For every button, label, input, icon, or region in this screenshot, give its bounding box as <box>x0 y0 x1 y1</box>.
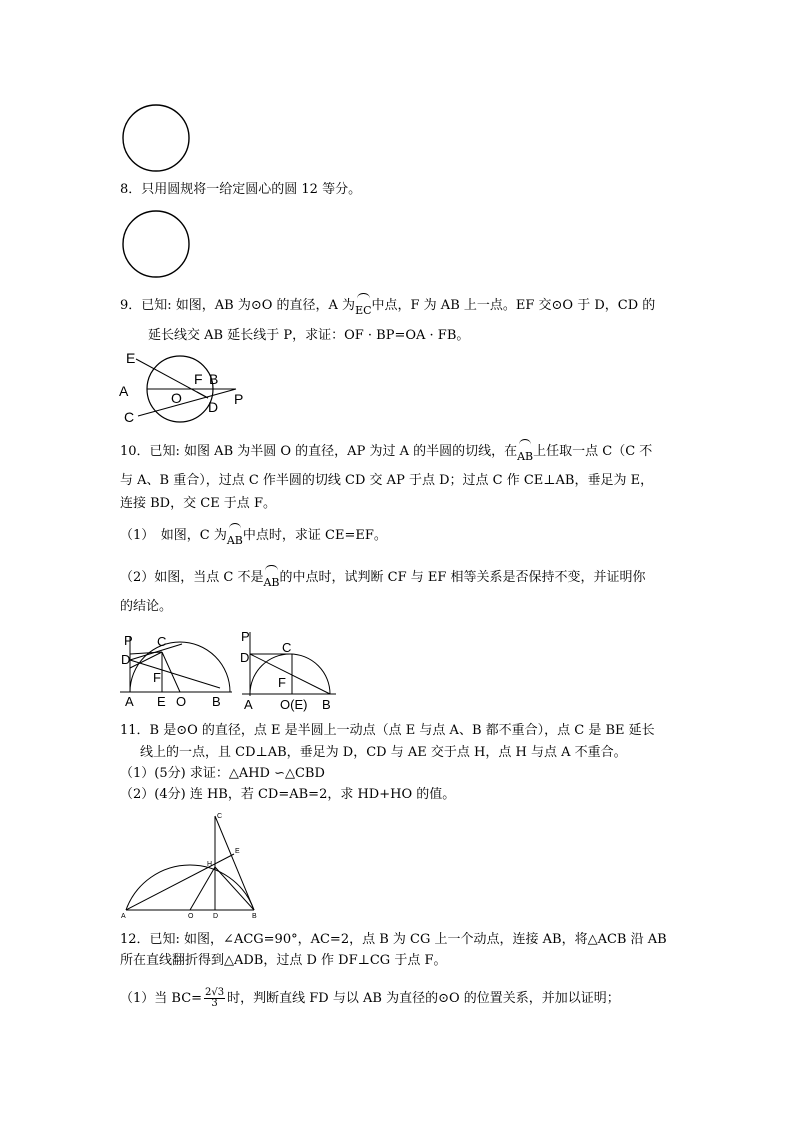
q10-f2-label-A: A <box>244 697 253 712</box>
question-10-line-2: 与 A、B 重合），过点 C 作半圆的切线 CD 交 AP 于点 D；过点 C 作 CE⊥AB，垂足为 E， <box>120 473 654 488</box>
q11-label-B: B <box>252 913 257 920</box>
q9-text-b: 中点，F 为 AB 上一点。EF 交⊙O 于 D，CD 的 <box>371 298 656 313</box>
question-11-part-1: （1）(5分) 求证：△AHD ∽△CBD <box>120 766 325 781</box>
question-10-part-2 <box>120 569 646 592</box>
question-11-part-2: （2）(4分) 连 HB，若 CD=AB=2，求 HD+HO 的值。 <box>120 787 456 802</box>
q10-f1-label-A: A <box>125 694 134 709</box>
question-9-line-2: 延长线交 AB 延长线于 P，求证：OF · BP=OA · FB。 <box>148 328 470 343</box>
q9-label-E: E <box>126 350 136 366</box>
q10-text-b: 上任取一点 C（C 不 <box>533 444 653 459</box>
arc-ab: AB <box>517 448 533 466</box>
q10-p2-text-a: （2）如图，当点 C 不是 <box>120 570 264 585</box>
question-10-part-1 <box>120 527 387 550</box>
fraction-numerator: 2√3 <box>205 987 225 998</box>
fraction-denominator: 3 <box>211 998 218 1009</box>
question-10-line-3: 连接 BD，交 CE 于点 F。 <box>120 496 276 511</box>
question-12-part-1 <box>120 988 620 1009</box>
q9-label-F: F <box>194 371 203 387</box>
q11-label-E: E <box>235 848 240 855</box>
question-9-line-1 <box>120 297 655 320</box>
q9-label-O: O <box>171 390 182 406</box>
q11-label-D: D <box>213 913 219 920</box>
blank-circle-figure-1 <box>118 100 194 176</box>
fraction-2root3-over-3 <box>204 988 225 1009</box>
q12-p1-text-b: 时，判断直线 FD 与以 AB 为直径的⊙O 的位置关系，并加以证明； <box>227 991 620 1006</box>
q10-text-a: 10．已知: 如图 AB 为半圆 O 的直径，AP 为过 A 的半圆的切线，在 <box>120 444 518 459</box>
q9-label-P: P <box>234 391 244 407</box>
q9-text-a: 9．已知: 如图，AB 为⊙O 的直径，A 为 <box>120 298 356 313</box>
q10-f1-label-F: F <box>153 670 161 685</box>
q9-label-D: D <box>208 399 219 415</box>
question-11-line-1: 11．B 是⊙O 的直径，点 E 是半圆上一动点（点 E 与点 A、B 都不重合），点 C 是 BE 延长 <box>120 723 655 738</box>
q11-label-A: A <box>121 913 126 920</box>
q10-f2-label-C: C <box>282 640 292 655</box>
question-10-part-2-end: 的结论。 <box>120 599 173 614</box>
q9-label-B: B <box>209 371 219 387</box>
q10-f1-label-B: B <box>212 694 221 709</box>
q10-f1-label-E: E <box>157 694 166 709</box>
q9-circle-figure <box>116 346 256 428</box>
q10-f1-label-D: D <box>121 652 131 667</box>
q9-label-C: C <box>124 409 135 425</box>
q10-figure-2 <box>236 628 340 714</box>
q10-figure-1 <box>120 630 236 712</box>
q10-f2-label-OE: O(E) <box>280 697 308 712</box>
arc-ab-3: AB <box>263 574 279 592</box>
question-12-line-1: 12．已知: 如图，∠ACG=90°，AC=2，点 B 为 CG 上一个动点，连接 AB，将△ACB 沿 AB <box>120 932 667 947</box>
q9-label-A: A <box>119 383 129 399</box>
q10-f2-label-D: D <box>240 650 250 665</box>
question-12-line-2: 所在直线翻折得到△ADB，过点 D 作 DF⊥CG 于点 F。 <box>120 953 447 968</box>
question-8-text: 8．只用圆规将一给定圆心的圆 12 等分。 <box>120 182 362 197</box>
q11-label-O: O <box>188 913 194 920</box>
q12-p1-text-a: （1）当 BC= <box>120 991 203 1006</box>
q10-p2-text-b: 的中点时，试判断 CF 与 EF 相等关系是否保持不变，并证明你 <box>279 570 646 585</box>
q11-label-C: C <box>217 813 223 820</box>
q10-f2-label-B: B <box>322 697 331 712</box>
q10-p1-text-b: 中点时，求证 CE=EF。 <box>242 528 387 543</box>
q10-f1-label-C: C <box>157 634 167 649</box>
q10-p1-text-a: （1） 如图，C 为 <box>120 528 227 543</box>
arc-ec: EC <box>355 302 371 320</box>
q10-f1-label-O: O <box>176 694 187 709</box>
blank-circle-figure-2 <box>118 206 194 282</box>
q11-figure <box>118 806 262 920</box>
q10-f1-label-P: P <box>124 633 133 648</box>
arc-ab-2: AB <box>227 532 243 550</box>
question-10-line-1 <box>120 443 652 466</box>
q10-f2-label-P: P <box>241 629 250 644</box>
q11-label-H: H <box>207 861 213 868</box>
question-11-line-2: 线上的一点，且 CD⊥AB，垂足为 D，CD 与 AE 交于点 H，点 H 与点 A 不重合。 <box>140 745 627 760</box>
q10-f2-label-F: F <box>278 675 286 690</box>
